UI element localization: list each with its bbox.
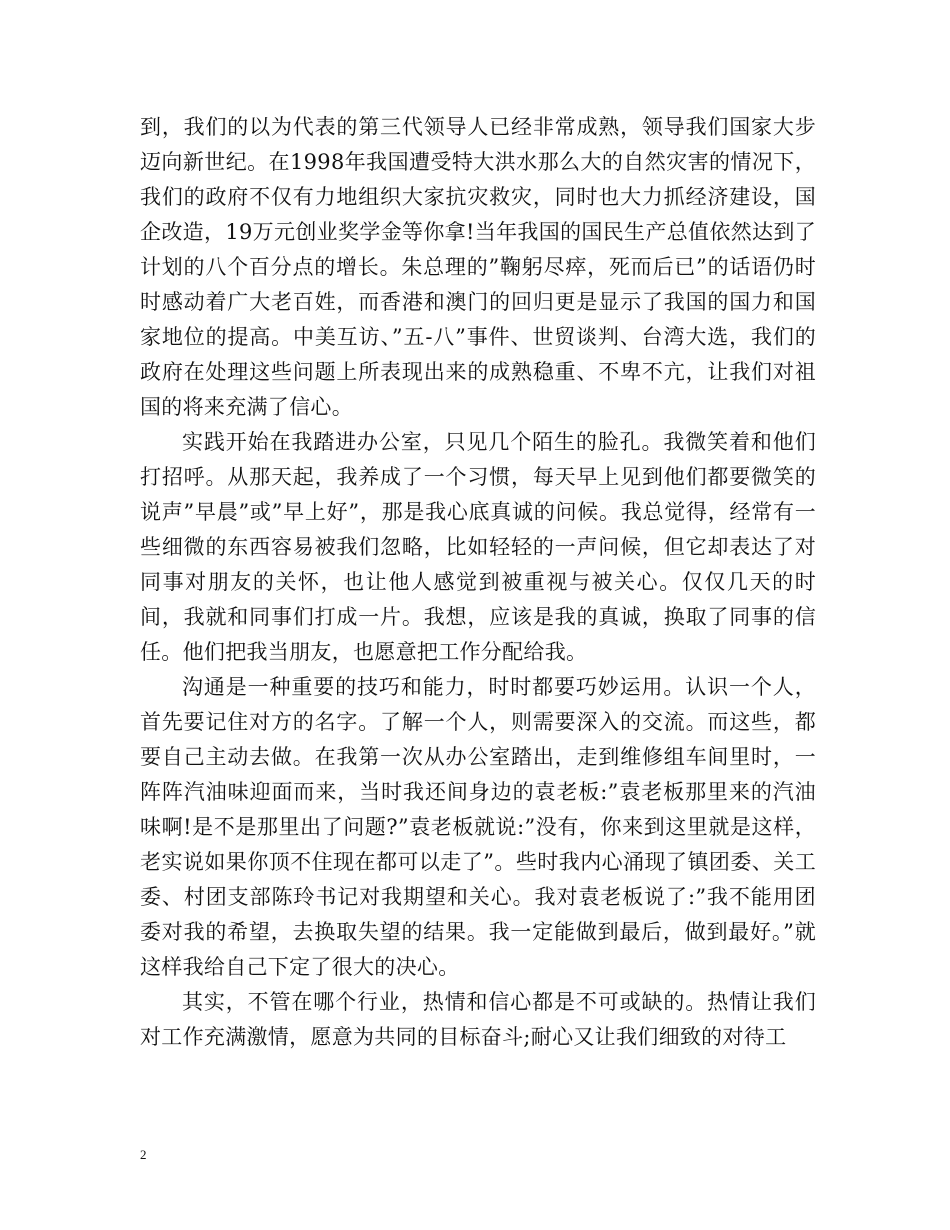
paragraph-4: 其实，不管在哪个行业，热情和信心都是不可或缺的。热情让我们对工作充满激情，愿意为共同的目标奋斗;耐心又让我们细致的对待工 [140,990,816,1049]
paragraph-3: 沟通是一种重要的技巧和能力，时时都要巧妙运用。认识一个人，首先要记住对方的名字。了解一个人，则需要深入的交流。而这些，都要自己主动去做。在我第一次从办公室踏出，走到维修组车间里时，一阵阵汽油味迎面而来，当时我还间身边的袁老板:”袁老板那里来的汽油味啊!是不是那里出了问题?”袁老板就说:”没有，你来到这里就是这样，老实说如果你顶不住现在都可以走了”。些时我内心涌现了镇团委、关工委、村团支部陈玲书记对我期望和关心。我对袁老板说了:”我不能用团委对我的希望，去换取失望的结果。我一定能做到最后，做到最好。”就这样我给自己下定了很大的决心。 [140,675,816,979]
body-text [140,110,816,1055]
page-number: 2 [140,1147,147,1162]
paragraph-2: 实践开始在我踏进办公室，只见几个陌生的脸孔。我微笑着和他们打招呼。从那天起，我养成了一个习惯，每天早上见到他们都要微笑的说声”早晨”或”早上好”，那是我心底真诚的问候。我总觉得，经常有一些细微的东西容易被我们忽略，比如轻轻的一声问候，但它却表达了对同事对朋友的关怀，也让他人感觉到被重视与被关心。仅仅几天的时间，我就和同事们打成一片。我想，应该是我的真诚，换取了同事的信任。他们把我当朋友，也愿意把工作分配给我。 [140,430,816,664]
paragraph-1: 到，我们的以为代表的第三代领导人已经非常成熟，领导我们国家大步迈向新世纪。在1998年我国遭受特大洪水那么大的自然灾害的情况下，我们的政府不仅有力地组织大家抗灾救灾，同时也大力抓经济建设，国企改造，19万元创业奖学金等你拿!当年我国的国民生产总值依然达到了计划的八个百分点的增长。朱总理的”鞠躬尽瘁，死而后已”的话语仍时时感动着广大老百姓，而香港和澳门的回归更是显示了我国的国力和国家地位的提高。中美互访、”五-八”事件、世贸谈判、台湾大选，我们的政府在处理这些问题上所表现出来的成熟稳重、不卑不亢，让我们对祖国的将来充满了信心。 [140,115,816,419]
